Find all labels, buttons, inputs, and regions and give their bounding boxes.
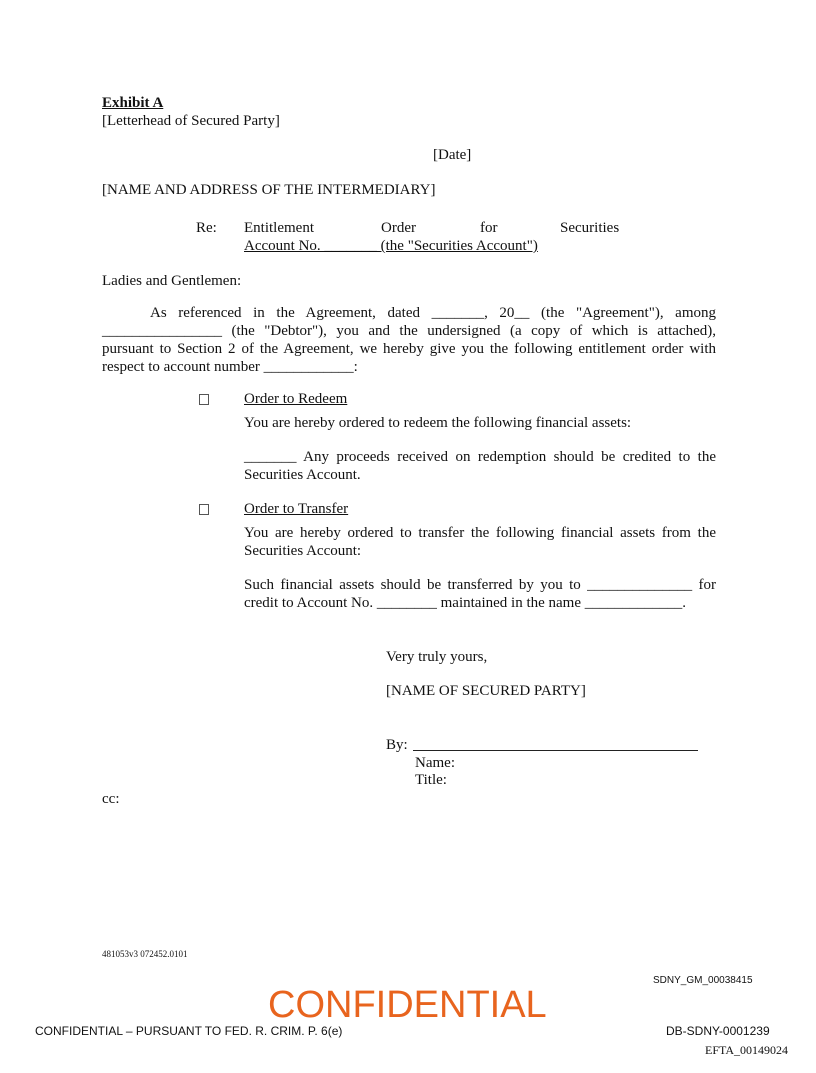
letterhead-placeholder: [Letterhead of Secured Party] [102,113,280,129]
signature-line [413,750,698,751]
cc-label: cc: [102,791,120,807]
date-placeholder: [Date] [433,147,472,163]
redeem-proceeds-line-1: _______ Any proceeds received on redemption should be credited to the [244,449,716,465]
bates-db: DB-SDNY-0001239 [666,1024,770,1038]
document-id: 481053v3 072452.0101 [102,949,188,959]
confidential-stamp: CONFIDENTIAL [268,984,547,1026]
confidential-notice: CONFIDENTIAL – PURSUANT TO FED. R. CRIM. P. 6(e) [35,1024,343,1038]
re-label: Re: [196,220,217,236]
body-line-2: ________________ (the "Debtor"), you and the undersigned (a copy of which is attached), [102,323,716,339]
transfer-such-line-1: Such financial assets should be transferred by you to ______________ for [244,577,716,593]
transfer-such-line-2: credit to Account No. ________ maintained in the name _____________. [244,595,687,611]
redeem-proceeds-line-2: Securities Account. [244,467,361,483]
body-line-1: As referenced in the Agreement, dated _______, 20__ (the "Agreement"), among [150,305,716,321]
body-line-4: respect to account number ____________: [102,359,358,375]
re-word-securities: Securities [560,220,620,236]
order-redeem-title: Order to Redeem [244,391,348,407]
order-redeem-text: You are hereby ordered to redeem the following financial assets: [244,415,632,431]
re-word-for: for [480,220,498,236]
transfer-text-line-2: Securities Account: [244,543,362,559]
order-transfer-title: Order to Transfer [244,501,349,517]
re-word-entitlement: Entitlement [244,220,314,236]
redeem-checkbox[interactable] [199,394,209,405]
valediction: Very truly yours, [386,649,488,665]
by-label: By: [386,737,408,753]
name-label: Name: [415,755,455,771]
transfer-text-line-1: You are hereby ordered to transfer the following financial assets from the [244,525,716,541]
title-label: Title: [415,772,447,788]
exhibit-title: Exhibit A [102,95,164,111]
re-account-line: Account No. _______ (the "Securities Account") [244,238,538,254]
re-word-order: Order [381,220,416,236]
efta-number: EFTA_00149024 [705,1043,789,1057]
secured-party-placeholder: [NAME OF SECURED PARTY] [386,683,586,699]
bates-sdny: SDNY_GM_00038415 [653,975,753,986]
salutation: Ladies and Gentlemen: [102,273,242,289]
transfer-checkbox[interactable] [199,504,209,515]
addressee-placeholder: [NAME AND ADDRESS OF THE INTERMEDIARY] [102,182,436,198]
body-line-3: pursuant to Section 2 of the Agreement, we hereby give you the following entitlement order with [102,341,716,357]
